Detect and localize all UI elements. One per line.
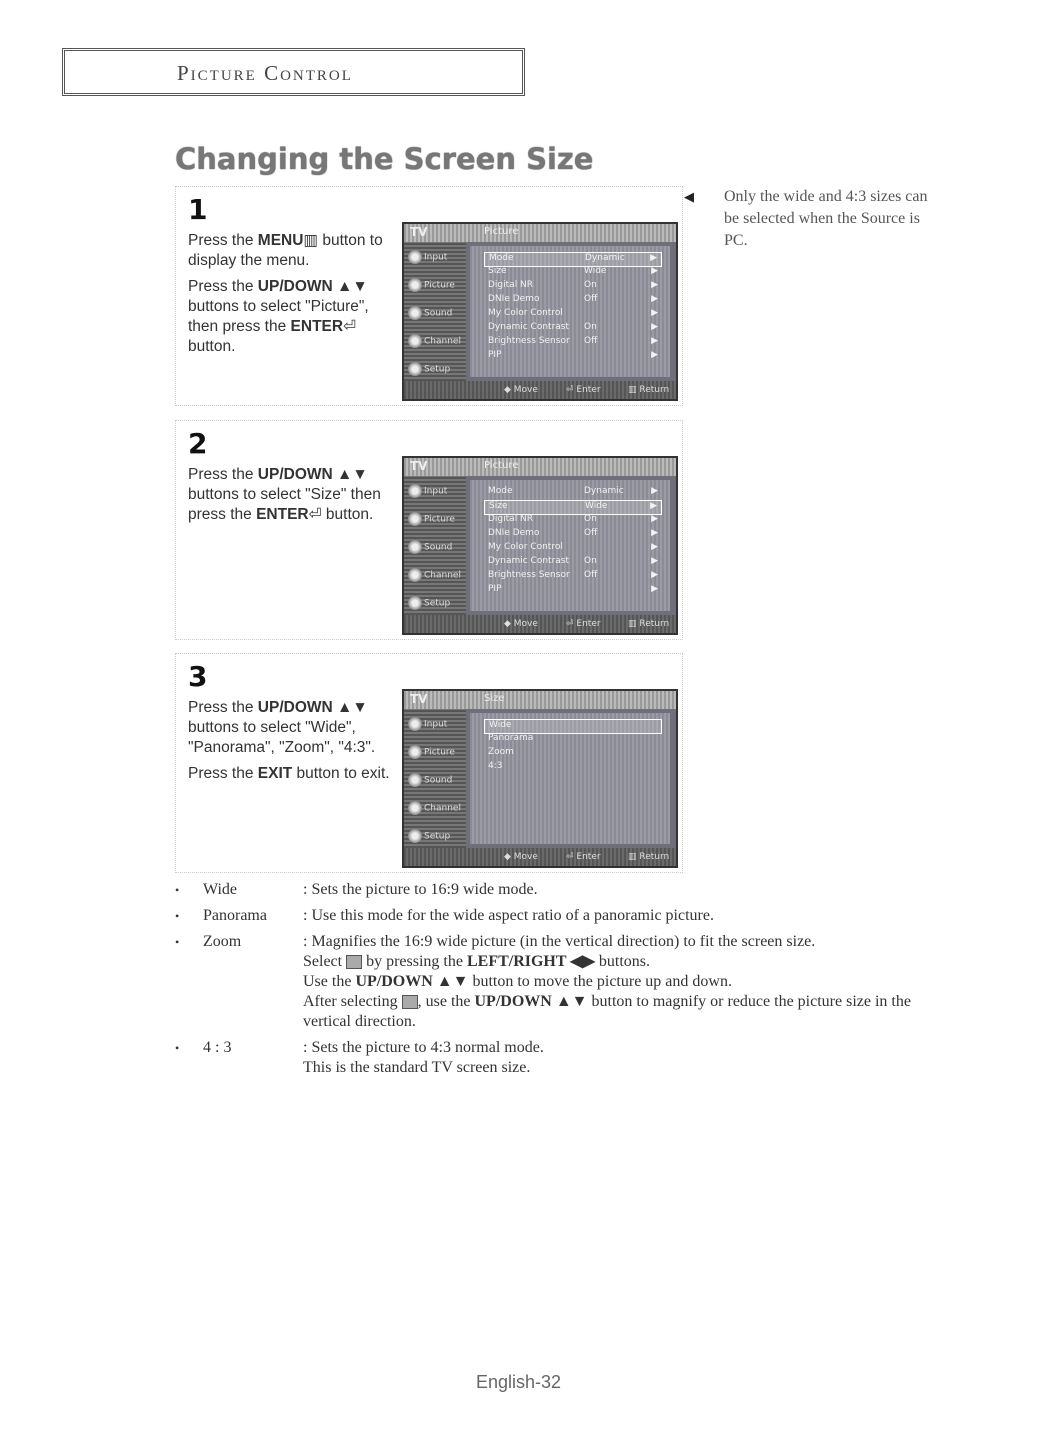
osd-row-value: Off [584,336,598,346]
osd-row-label: Size [489,501,508,511]
definition-item [175,1038,935,1078]
osd-menu-panel [470,480,670,611]
osd-row-value: Wide [584,266,607,276]
osd-sidebar-label: Channel [424,570,461,581]
definition-line: : Magnifies the 16:9 wide picture (in the vertical direction) to fit the screen size. [303,933,816,950]
definition-item [175,906,935,926]
osd-menu-panel [470,713,670,844]
osd-tv-label: TV [410,225,428,239]
menu-category-icon [408,829,422,843]
osd-row-value: Wide [585,501,608,511]
osd-help-item: ◆ Move [504,385,538,395]
osd-menu-title: Picture [484,226,519,237]
right-arrow-icon: ▶ [651,570,658,580]
osd-menu-row [484,570,662,583]
definition-body [303,880,935,900]
osd-sidebar-label: Input [424,486,448,497]
step-instructions [188,231,398,363]
osd-menu-row [484,584,662,597]
menu-category-icon [408,512,422,526]
osd-menu-row [484,528,662,541]
osd-row-value: Off [584,294,598,304]
definition-line: Select by pressing the LEFT/RIGHT ◀▶ buttons. [303,953,650,970]
right-arrow-icon: ▶ [651,336,658,346]
button-name: UP/DOWN ▲▼ [257,466,368,483]
osd-sidebar-item [408,773,462,795]
osd-row-label: Zoom [488,747,514,757]
button-name: UP/DOWN ▲▼ [474,993,588,1010]
right-arrow-icon: ▶ [651,486,658,496]
menu-category-icon [408,334,422,348]
osd-menu-panel [470,246,670,377]
instruction-paragraph: Press the MENU▥ button to display the menu. [188,232,383,269]
instruction-paragraph: Press the UP/DOWN ▲▼ buttons to select "Size" then press the ENTER⏎ button. [188,466,381,523]
osd-row-label: DNIe Demo [488,294,540,304]
osd-row-label: Dynamic Contrast [488,556,570,566]
bullet-icon: • [175,909,180,923]
osd-help-bar [404,848,676,866]
osd-sidebar-item [408,745,462,767]
button-name: EXIT [257,765,293,782]
step-3 [175,653,683,873]
menu-category-icon [408,773,422,787]
definition-line: : Use this mode for the wide aspect ratio of a panoramic picture. [303,907,714,924]
definition-term: Panorama [203,907,267,924]
right-arrow-icon: ▶ [651,350,658,360]
right-arrow-icon: ▶ [651,584,658,594]
osd-sidebar-label: Setup [424,598,451,609]
tv-osd-screen [402,456,678,635]
note-text: Only the wide and 4:3 sizes can be selected when the Source is PC. [724,188,928,249]
button-name: UP/DOWN ▲▼ [257,278,368,295]
osd-row-value: Dynamic [585,253,625,263]
osd-help-item: ◆ Move [504,852,538,862]
enter-icon: ⏎ [308,506,322,523]
osd-sidebar-label: Setup [424,831,451,842]
osd-menu-title: Size [484,693,505,704]
menu-category-icon [408,250,422,264]
osd-row-label: PIP [488,584,502,594]
osd-title-bar [404,224,676,242]
osd-help-bar [404,381,676,399]
menu-category-icon [408,278,422,292]
osd-row-value: On [584,280,597,290]
menu-icon: ▥ [303,232,319,249]
menu-category-icon [408,306,422,320]
osd-sidebar [404,242,466,381]
right-arrow-icon: ▶ [651,266,658,276]
osd-row-value: Dynamic [584,486,624,496]
step-2 [175,420,683,640]
menu-category-icon [408,568,422,582]
osd-sidebar-label: Sound [424,775,453,786]
osd-sidebar-item [408,540,462,562]
button-name: UP/DOWN ▲▼ [355,973,469,990]
osd-menu-row [484,733,662,746]
osd-title-bar [404,691,676,709]
osd-sidebar-label: Input [424,252,448,263]
right-arrow-icon: ▶ [650,253,657,263]
osd-row-label: Brightness Sensor [488,336,570,346]
section-header [62,48,525,96]
osd-menu-row [484,747,662,760]
definition-term: Wide [203,881,238,898]
bullet-icon: • [175,935,180,949]
osd-help-item: ⏎ Enter [566,619,601,629]
osd-row-label: My Color Control [488,308,563,318]
menu-category-icon [408,484,422,498]
instruction-paragraph: Press the EXIT button to exit. [188,765,390,782]
button-name: LEFT/RIGHT ◀▶ [466,953,595,970]
osd-menu-row [484,350,662,363]
button-name: ENTER [256,506,309,523]
osd-menu-row [484,308,662,321]
pc-source-note [684,186,934,252]
osd-row-value: On [584,322,597,332]
osd-menu-row [484,500,662,515]
osd-help-item: ▥ Return [628,385,670,395]
definition-body [303,1038,935,1078]
osd-sidebar-label: Sound [424,308,453,319]
tv-osd-screen [402,689,678,868]
step-number: 2 [188,427,208,460]
definition-line: This is the standard TV screen size. [303,1059,531,1076]
osd-sidebar-label: Sound [424,542,453,553]
definition-term: Zoom [203,933,242,950]
enter-icon: ⏎ [343,318,357,335]
osd-menu-row [484,556,662,569]
osd-tv-label: TV [410,692,428,706]
button-name: MENU [257,232,304,249]
osd-row-value: On [584,556,597,566]
menu-category-icon [408,362,422,376]
menu-category-icon [408,717,422,731]
osd-row-label: My Color Control [488,542,563,552]
osd-sidebar-label: Channel [424,803,461,814]
section-title: Picture Control [177,61,353,85]
osd-help-item: ▥ Return [628,619,670,629]
osd-sidebar [404,476,466,615]
osd-menu-row [484,514,662,527]
osd-row-label: Mode [489,253,514,263]
osd-sidebar-label: Channel [424,336,461,347]
osd-row-label: PIP [488,350,502,360]
osd-help-bar [404,615,676,633]
osd-sidebar-item [408,717,462,739]
osd-menu-row [484,280,662,293]
right-arrow-icon: ▶ [651,322,658,332]
definition-term: 4 : 3 [203,1039,232,1056]
definition-line: After selecting , use the UP/DOWN ▲▼ button to magnify or reduce the picture size in the vertical direction. [303,993,911,1030]
osd-row-value: Off [584,570,598,580]
zoom-position-icon [346,955,362,969]
osd-menu-title: Picture [484,460,519,471]
osd-sidebar-item [408,568,462,590]
instruction-paragraph: Press the UP/DOWN ▲▼ buttons to select "Picture", then press the ENTER⏎ button. [188,278,369,355]
right-arrow-icon: ▶ [651,294,658,304]
right-arrow-icon: ▶ [651,556,658,566]
instruction-paragraph: Press the UP/DOWN ▲▼ buttons to select "Wide", "Panorama", "Zoom", "4:3". [188,699,376,756]
osd-row-label: Dynamic Contrast [488,322,570,332]
osd-menu-row [484,761,662,774]
osd-row-label: Wide [489,720,512,730]
size-definitions [175,880,935,1084]
step-instructions [188,465,398,531]
zoom-position-icon [402,995,418,1009]
definition-line: : Sets the picture to 4:3 normal mode. [303,1039,544,1056]
menu-category-icon [408,745,422,759]
osd-row-label: Size [488,266,507,276]
menu-category-icon [408,801,422,815]
definition-line: Use the UP/DOWN ▲▼ button to move the picture up and down. [303,973,732,990]
osd-row-label: DNIe Demo [488,528,540,538]
osd-row-value: Off [584,528,598,538]
right-arrow-icon: ▶ [651,308,658,318]
osd-sidebar-label: Setup [424,364,451,375]
osd-row-label: 4:3 [488,761,503,771]
right-arrow-icon: ▶ [651,542,658,552]
osd-menu-row [484,322,662,335]
osd-menu-row [484,542,662,555]
button-name: UP/DOWN ▲▼ [257,699,368,716]
osd-sidebar-label: Picture [424,280,455,291]
osd-sidebar-item [408,306,462,328]
step-number: 1 [188,193,208,226]
right-arrow-icon: ▶ [651,280,658,290]
step-instructions [188,698,398,790]
osd-title-bar [404,458,676,476]
bullet-icon: • [175,1041,180,1055]
osd-sidebar-item [408,512,462,534]
osd-help-item: ◆ Move [504,619,538,629]
osd-sidebar-item [408,250,462,272]
osd-row-label: Digital NR [488,514,534,524]
menu-category-icon [408,540,422,554]
menu-category-icon [408,596,422,610]
bullet-icon: • [175,883,180,897]
osd-row-label: Panorama [488,733,534,743]
osd-sidebar-label: Picture [424,514,455,525]
right-arrow-icon: ▶ [650,501,657,511]
step-1 [175,186,683,406]
page-number: English-32 [475,1372,562,1392]
osd-help-item: ▥ Return [628,852,670,862]
definition-item [175,932,935,1032]
osd-sidebar [404,709,466,848]
osd-tv-label: TV [410,459,428,473]
osd-row-label: Digital NR [488,280,534,290]
definition-line: : Sets the picture to 16:9 wide mode. [303,881,538,898]
left-arrow-icon: ◀ [684,189,694,204]
right-arrow-icon: ▶ [651,528,658,538]
tv-osd-screen [402,222,678,401]
osd-row-value: On [584,514,597,524]
osd-menu-row [484,294,662,307]
osd-row-label: Mode [488,486,513,496]
osd-menu-row [484,252,662,267]
osd-sidebar-label: Input [424,719,448,730]
step-number: 3 [188,660,208,693]
osd-sidebar-label: Picture [424,747,455,758]
definition-body [303,906,935,926]
right-arrow-icon: ▶ [651,514,658,524]
osd-sidebar-item [408,484,462,506]
osd-sidebar-item [408,801,462,823]
definition-item [175,880,935,900]
page-title: Changing the Screen Size [175,142,594,176]
osd-help-item: ⏎ Enter [566,385,601,395]
osd-menu-row [484,336,662,349]
osd-menu-row [484,719,662,734]
button-name: ENTER [290,318,344,335]
definition-body [303,932,935,1032]
osd-help-item: ⏎ Enter [566,852,601,862]
osd-row-label: Brightness Sensor [488,570,570,580]
osd-menu-row [484,486,662,499]
osd-sidebar-item [408,334,462,356]
osd-sidebar-item [408,278,462,300]
osd-menu-row [484,266,662,279]
